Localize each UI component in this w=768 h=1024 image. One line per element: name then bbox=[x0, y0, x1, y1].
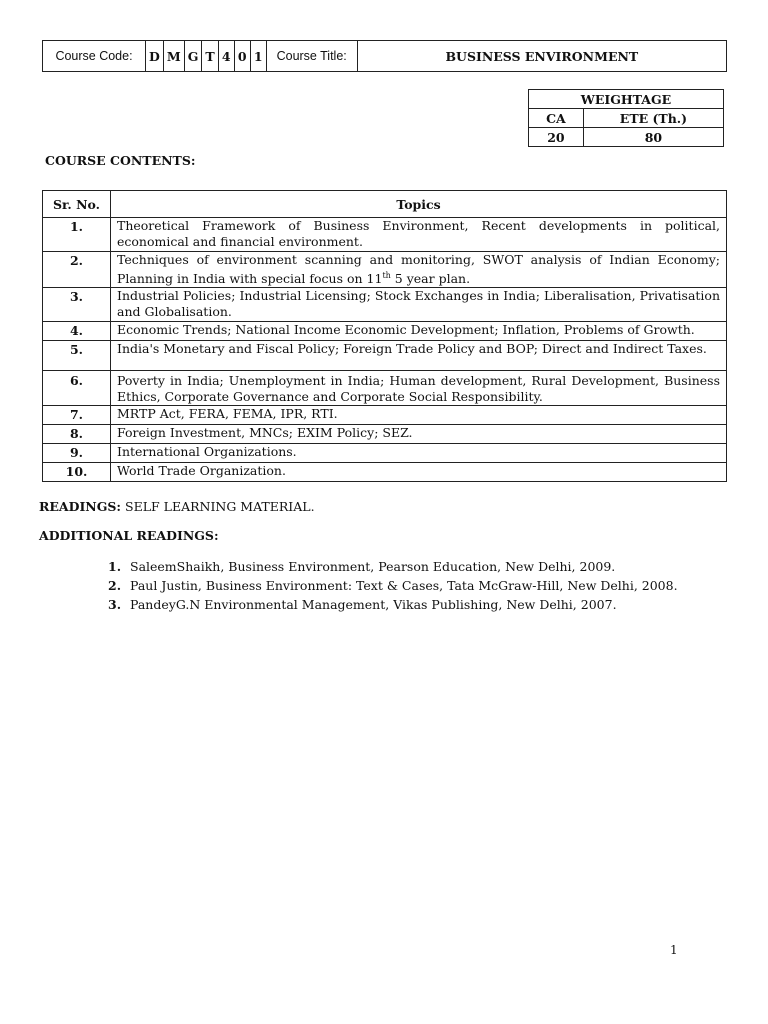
table-row bbox=[43, 444, 727, 463]
table-row bbox=[43, 322, 727, 341]
course-code-char: 1 bbox=[250, 41, 266, 72]
list-item bbox=[108, 557, 678, 576]
list-item bbox=[108, 576, 678, 595]
list-item bbox=[108, 595, 678, 614]
weightage-ca-label: CA bbox=[529, 109, 584, 128]
sr-no: 4. bbox=[43, 322, 111, 341]
sr-no: 5. bbox=[43, 341, 111, 371]
course-contents-heading: COURSE CONTENTS: bbox=[45, 153, 196, 168]
topic-text: International Organizations. bbox=[111, 444, 727, 463]
table-header-row bbox=[43, 191, 727, 218]
readings-label: READINGS: bbox=[39, 499, 122, 514]
course-title-label: Course Title: bbox=[266, 41, 357, 72]
table-row bbox=[43, 288, 727, 322]
table-row bbox=[43, 218, 727, 252]
course-code-char: 0 bbox=[234, 41, 250, 72]
sr-no: 7. bbox=[43, 406, 111, 425]
reading-text: PandeyG.N Environmental Management, Vikas Publishing, New Delhi, 2007. bbox=[130, 597, 617, 612]
list-number: 2. bbox=[108, 578, 122, 593]
reading-text: SaleemShaikh, Business Environment, Pearson Education, New Delhi, 2009. bbox=[130, 559, 616, 574]
course-code-label: Course Code: bbox=[43, 41, 146, 72]
topic-text: World Trade Organization. bbox=[111, 463, 727, 482]
course-code-char: G bbox=[184, 41, 202, 72]
reading-text: Paul Justin, Business Environment: Text & Cases, Tata McGraw-Hill, New Delhi, 2008. bbox=[130, 578, 678, 593]
sr-no: 6. bbox=[43, 371, 111, 406]
course-code-char: M bbox=[163, 41, 184, 72]
weightage-heading: WEIGHTAGE bbox=[529, 90, 724, 109]
sr-no: 9. bbox=[43, 444, 111, 463]
sr-no-header: Sr. No. bbox=[43, 191, 111, 218]
list-number: 3. bbox=[108, 597, 122, 612]
course-title: BUSINESS ENVIRONMENT bbox=[357, 41, 726, 72]
sr-no: 1. bbox=[43, 218, 111, 252]
weightage-table bbox=[528, 89, 724, 147]
table-row bbox=[43, 371, 727, 406]
table-row bbox=[43, 341, 727, 371]
topics-header: Topics bbox=[111, 191, 727, 218]
weightage-ete-value: 80 bbox=[583, 128, 723, 147]
topics-table bbox=[42, 190, 727, 482]
topic-text: Poverty in India; Unemployment in India; Human development, Rural Development, Business Ethics, Corporate Governance and Corporate Social Responsibility. bbox=[111, 371, 727, 406]
topic-text: India's Monetary and Fiscal Policy; Foreign Trade Policy and BOP; Direct and Indirect Taxes. bbox=[111, 341, 727, 371]
topic-text: Economic Trends; National Income Economic Development; Inflation, Problems of Growth. bbox=[111, 322, 727, 341]
sr-no: 8. bbox=[43, 425, 111, 444]
topic-text: Foreign Investment, MNCs; EXIM Policy; SEZ. bbox=[111, 425, 727, 444]
sr-no: 2. bbox=[43, 252, 111, 288]
page-number: 1 bbox=[670, 943, 678, 957]
topic-text bbox=[111, 252, 727, 288]
ordinal-suffix: th bbox=[382, 271, 391, 280]
sr-no: 3. bbox=[43, 288, 111, 322]
table-row bbox=[43, 406, 727, 425]
topic-text-part: 5 year plan. bbox=[390, 271, 471, 287]
readings-line bbox=[39, 499, 315, 514]
topic-text-part: Techniques of environment scanning and monitoring, SWOT analysis of Indian Economy; Planning in India with special focus on 11 bbox=[117, 252, 720, 287]
table-row bbox=[43, 252, 727, 288]
course-code-table bbox=[42, 40, 727, 72]
topic-text: Industrial Policies; Industrial Licensing; Stock Exchanges in India; Liberalisation, Privatisation and Globalisation. bbox=[111, 288, 727, 322]
additional-readings-heading: ADDITIONAL READINGS: bbox=[39, 528, 219, 543]
topic-text: Theoretical Framework of Business Environment, Recent developments in political, economical and financial environment. bbox=[111, 218, 727, 252]
weightage-ete-label: ETE (Th.) bbox=[583, 109, 723, 128]
sr-no: 10. bbox=[43, 463, 111, 482]
list-number: 1. bbox=[108, 559, 122, 574]
course-code-char: 4 bbox=[218, 41, 234, 72]
additional-readings-list bbox=[108, 557, 678, 614]
readings-value: SELF LEARNING MATERIAL. bbox=[121, 499, 315, 514]
table-row bbox=[43, 463, 727, 482]
weightage-ca-value: 20 bbox=[529, 128, 584, 147]
course-code-char: T bbox=[202, 41, 218, 72]
course-code-char: D bbox=[146, 41, 164, 72]
topic-text: MRTP Act, FERA, FEMA, IPR, RTI. bbox=[111, 406, 727, 425]
table-row bbox=[43, 425, 727, 444]
